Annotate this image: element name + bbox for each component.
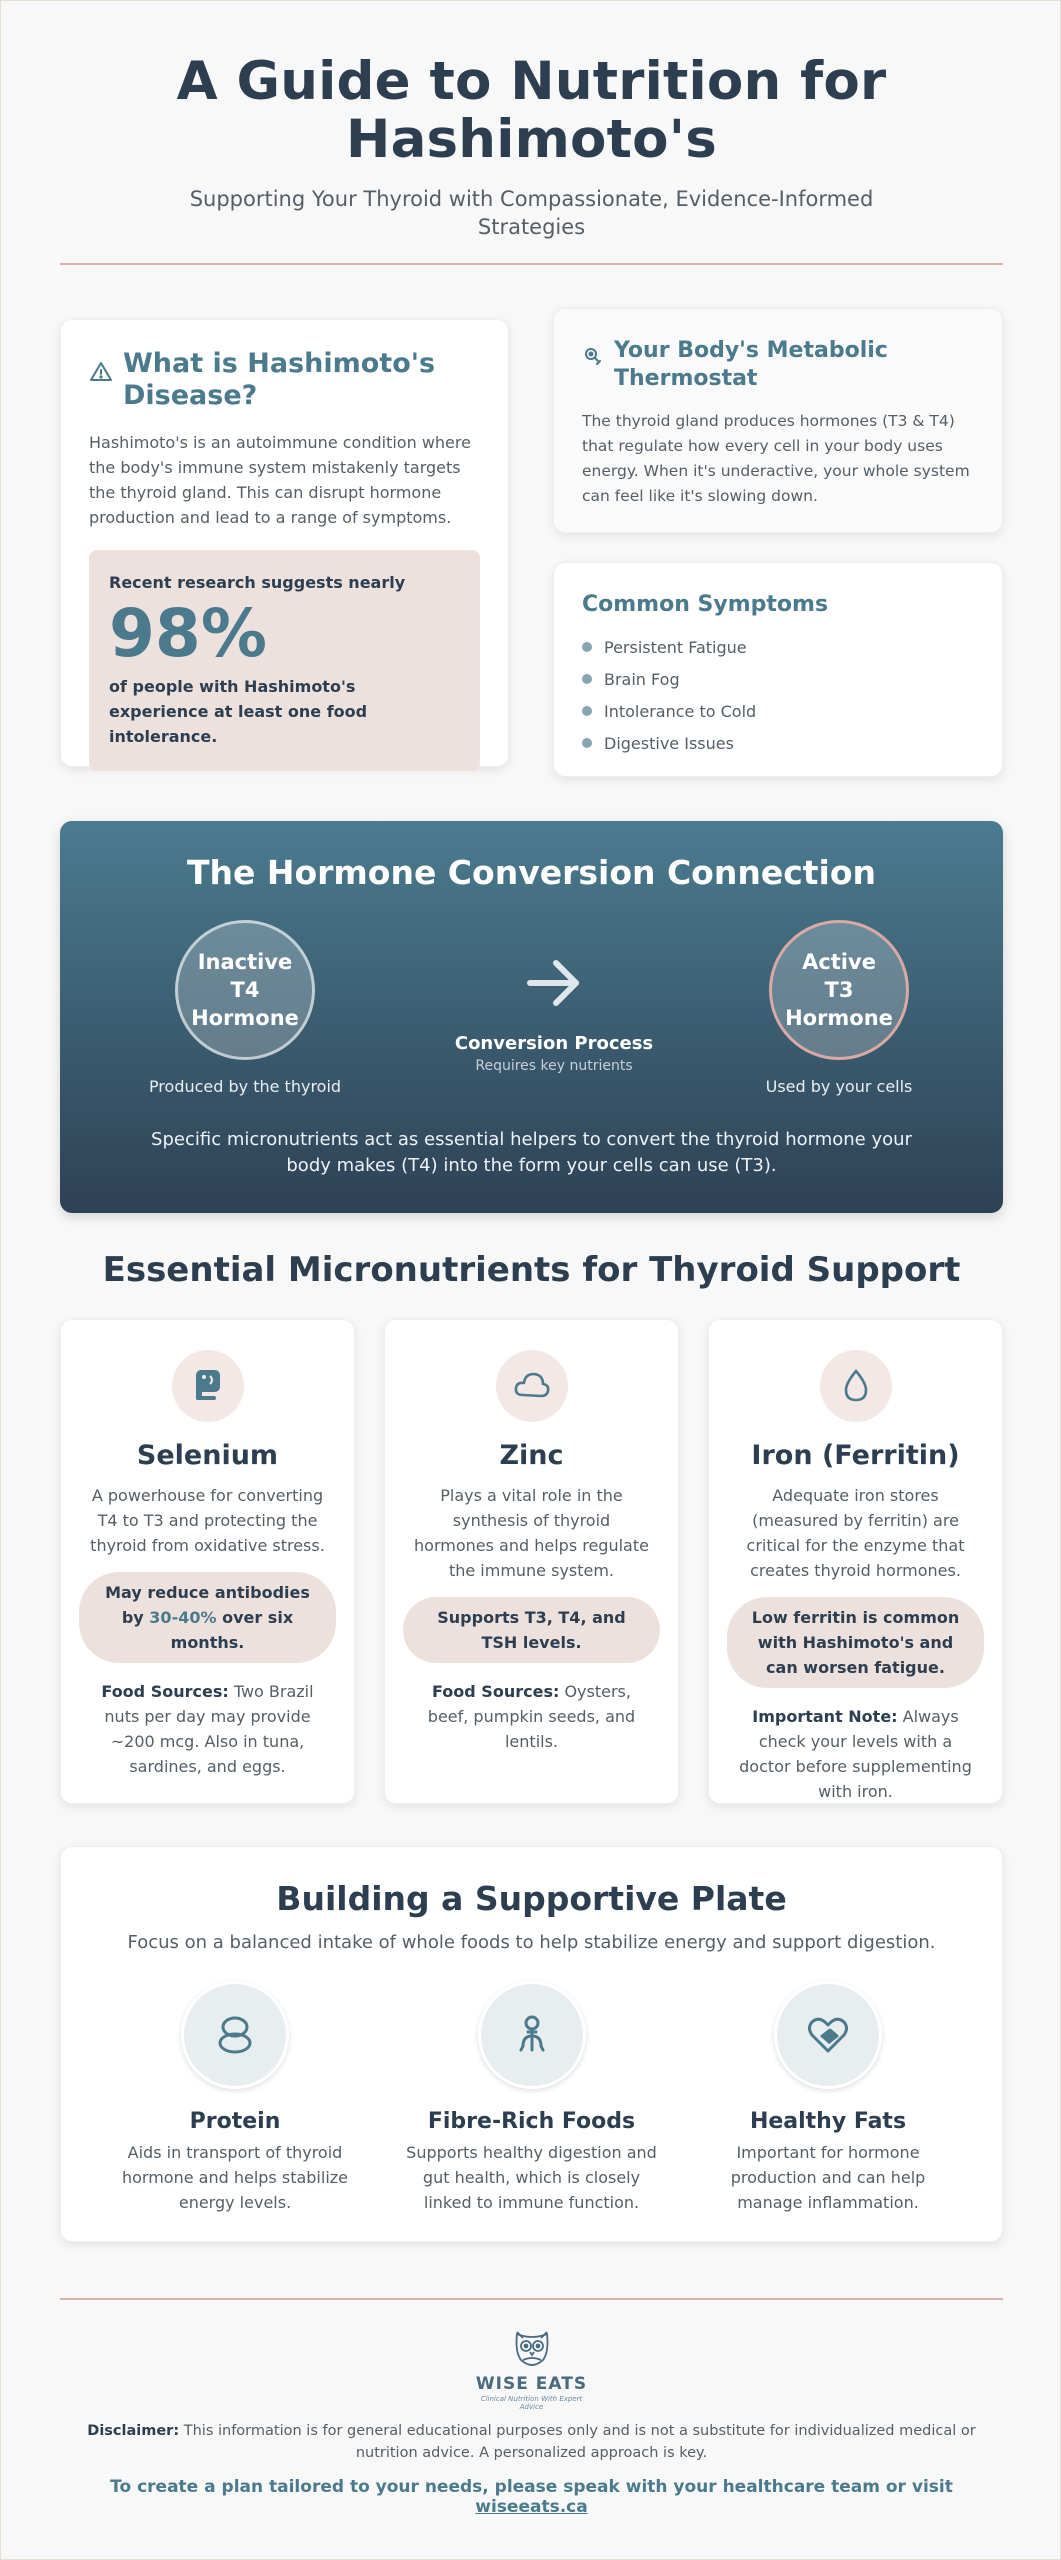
micronutrients-title: Essential Micronutrients for Thyroid Support [102,1250,961,1290]
wise-eats-logo [471,2326,592,2411]
what-is-title: What is Hashimoto's Disease? [123,348,436,411]
drop-icon [836,1366,876,1406]
what-is-card [60,319,509,767]
zinc-description: Plays a vital role in the synthesis of thyroid hormones and helps regulate the immune system. [414,1486,649,1580]
bullet-dot [582,674,592,684]
what-is-body: Hashimoto's is an autoimmune condition where the body's immune system mistakenly targets the thyroid gland. This can disrupt hormone production and lead to a range of symptoms. [89,433,471,527]
zinc-icon-wrap [496,1350,568,1422]
protein-name: Protein [189,2109,281,2134]
arrow-right-icon [524,953,584,1013]
zinc-food-sources: Food Sources: Oysters, beef, pumpkin seeds, and lentils. [427,1682,636,1751]
footer-divider [60,2298,1003,2300]
symptoms-card [553,562,1003,777]
selenium-highlight: May reduce antibodies by 30-40% over six months. [79,1572,336,1663]
fibre-icon-wrap [478,1981,586,2089]
header-divider [60,263,1003,265]
hormone-title: The Hormone Conversion Connection [186,853,877,892]
bullet-dot [582,738,592,748]
stat-intro: Recent research suggests nearly [109,573,406,592]
zinc-name: Zinc [499,1440,564,1471]
selenium-percentage: 30-40% [149,1608,217,1627]
iron-card [708,1319,1003,1804]
heart-icon [804,2011,852,2059]
zinc-card [384,1319,679,1804]
selenium-food-sources: Food Sources: Two Brazil nuts per day may provide ~200 mcg. Also in tuna, sardines, and eggs. [101,1682,314,1776]
hormone-footnote: Specific micronutrients act as essential helpers to convert the thyroid hormone your body makes (T4) into the form your cells can use (T3). [151,1129,912,1176]
fats-description: Important for hormone production and can help manage inflammation. [730,2143,926,2212]
logo-tagline: Clinical Nutrition With Expert Advice [480,2395,583,2411]
page-subtitle: Supporting Your Thyroid with Compassionate, Evidence-Informed Strategies [189,187,874,239]
page-header [60,53,1003,241]
food-intolerance-stat [89,550,480,771]
plant-icon [509,2012,555,2058]
hormone-conversion-section [60,821,1003,1213]
selenium-icon-wrap [172,1350,244,1422]
selenium-card [60,1319,355,1804]
thermostat-card [553,308,1003,533]
protein-column [105,1981,365,2215]
list-item: Digestive Issues [582,727,974,759]
list-item: Persistent Fatigue [582,631,974,663]
inactive-t4-circle: Inactive T4 Hormone [175,920,315,1060]
symptoms-list [582,631,974,759]
symptoms-title: Common Symptoms [582,592,829,617]
selenium-description: A powerhouse for converting T4 to T3 and protecting the thyroid from oxidative stress. [90,1486,325,1555]
active-caption: Used by your cells [765,1077,913,1096]
fibre-description: Supports healthy digestion and gut health, which is closely linked to immune function. [406,2143,657,2212]
thermostat-title: Your Body's Metabolic Thermostat [614,338,888,391]
list-item: Brain Fog [582,663,974,695]
iron-important-note: Important Note: Always check your levels with a doctor before supplementing with iron. [739,1707,972,1801]
iron-highlight: Low ferritin is common with Hashimoto's and can worsen fatigue. [727,1597,984,1688]
iron-name: Iron (Ferritin) [751,1440,960,1471]
protein-icon-wrap [181,1981,289,2089]
plate-subtitle: Focus on a balanced intake of whole foods to help stabilize energy and support digestion. [127,1932,936,1953]
active-t3-circle: Active T3 Hormone [769,920,909,1060]
bullet-dot [582,642,592,652]
fats-icon-wrap [774,1981,882,2089]
disclaimer: Disclaimer: This information is for general educational purposes only and is not a substitute for individualized medical or nutrition advice. A personalized approach is key. [87,2423,976,2461]
zinc-highlight: Supports T3, T4, and TSH levels. [403,1597,660,1663]
protein-description: Aids in transport of thyroid hormone and helps stabilize energy levels. [121,2143,348,2212]
egg-icon [212,2012,258,2058]
supportive-plate-card [60,1846,1003,2242]
owl-logo-icon [507,2326,557,2372]
list-item: Intolerance to Cold [582,695,974,727]
conversion-subtitle: Requires key nutrients [475,1058,633,1074]
fats-column [698,1981,958,2215]
website-link[interactable]: wiseeats.ca [475,2497,588,2517]
fibre-column [402,1981,662,2215]
stat-description: of people with Hashimoto's experience at least one food intolerance. [109,677,368,746]
selenium-icon [188,1366,228,1406]
warning-icon [89,360,113,384]
page-title: A Guide to Nutrition for Hashimoto's [176,51,887,170]
iron-description: Adequate iron stores (measured by ferritin) are critical for the enzyme that creates thyroid hormones. [746,1486,965,1580]
selenium-name: Selenium [136,1440,279,1471]
thermometer-icon [582,345,604,369]
stat-value: 98% [109,595,267,672]
fats-name: Healthy Fats [749,2109,907,2134]
call-to-action: To create a plan tailored to your needs, please speak with your healthcare team or visit wiseeats.ca [110,2477,953,2517]
iron-icon-wrap [820,1350,892,1422]
cloud-icon [511,1365,553,1407]
fibre-name: Fibre-Rich Foods [427,2109,636,2134]
conversion-title: Conversion Process [454,1033,654,1054]
bullet-dot [582,706,592,716]
plate-title: Building a Supportive Plate [276,1879,787,1918]
inactive-caption: Produced by the thyroid [148,1077,342,1096]
thermostat-body: The thyroid gland produces hormones (T3 & T4) that regulate how every cell in your body uses energy. When it's underactive, your whole system can feel like it's slowing down. [582,412,970,505]
logo-name: WISE EATS [475,2374,588,2394]
